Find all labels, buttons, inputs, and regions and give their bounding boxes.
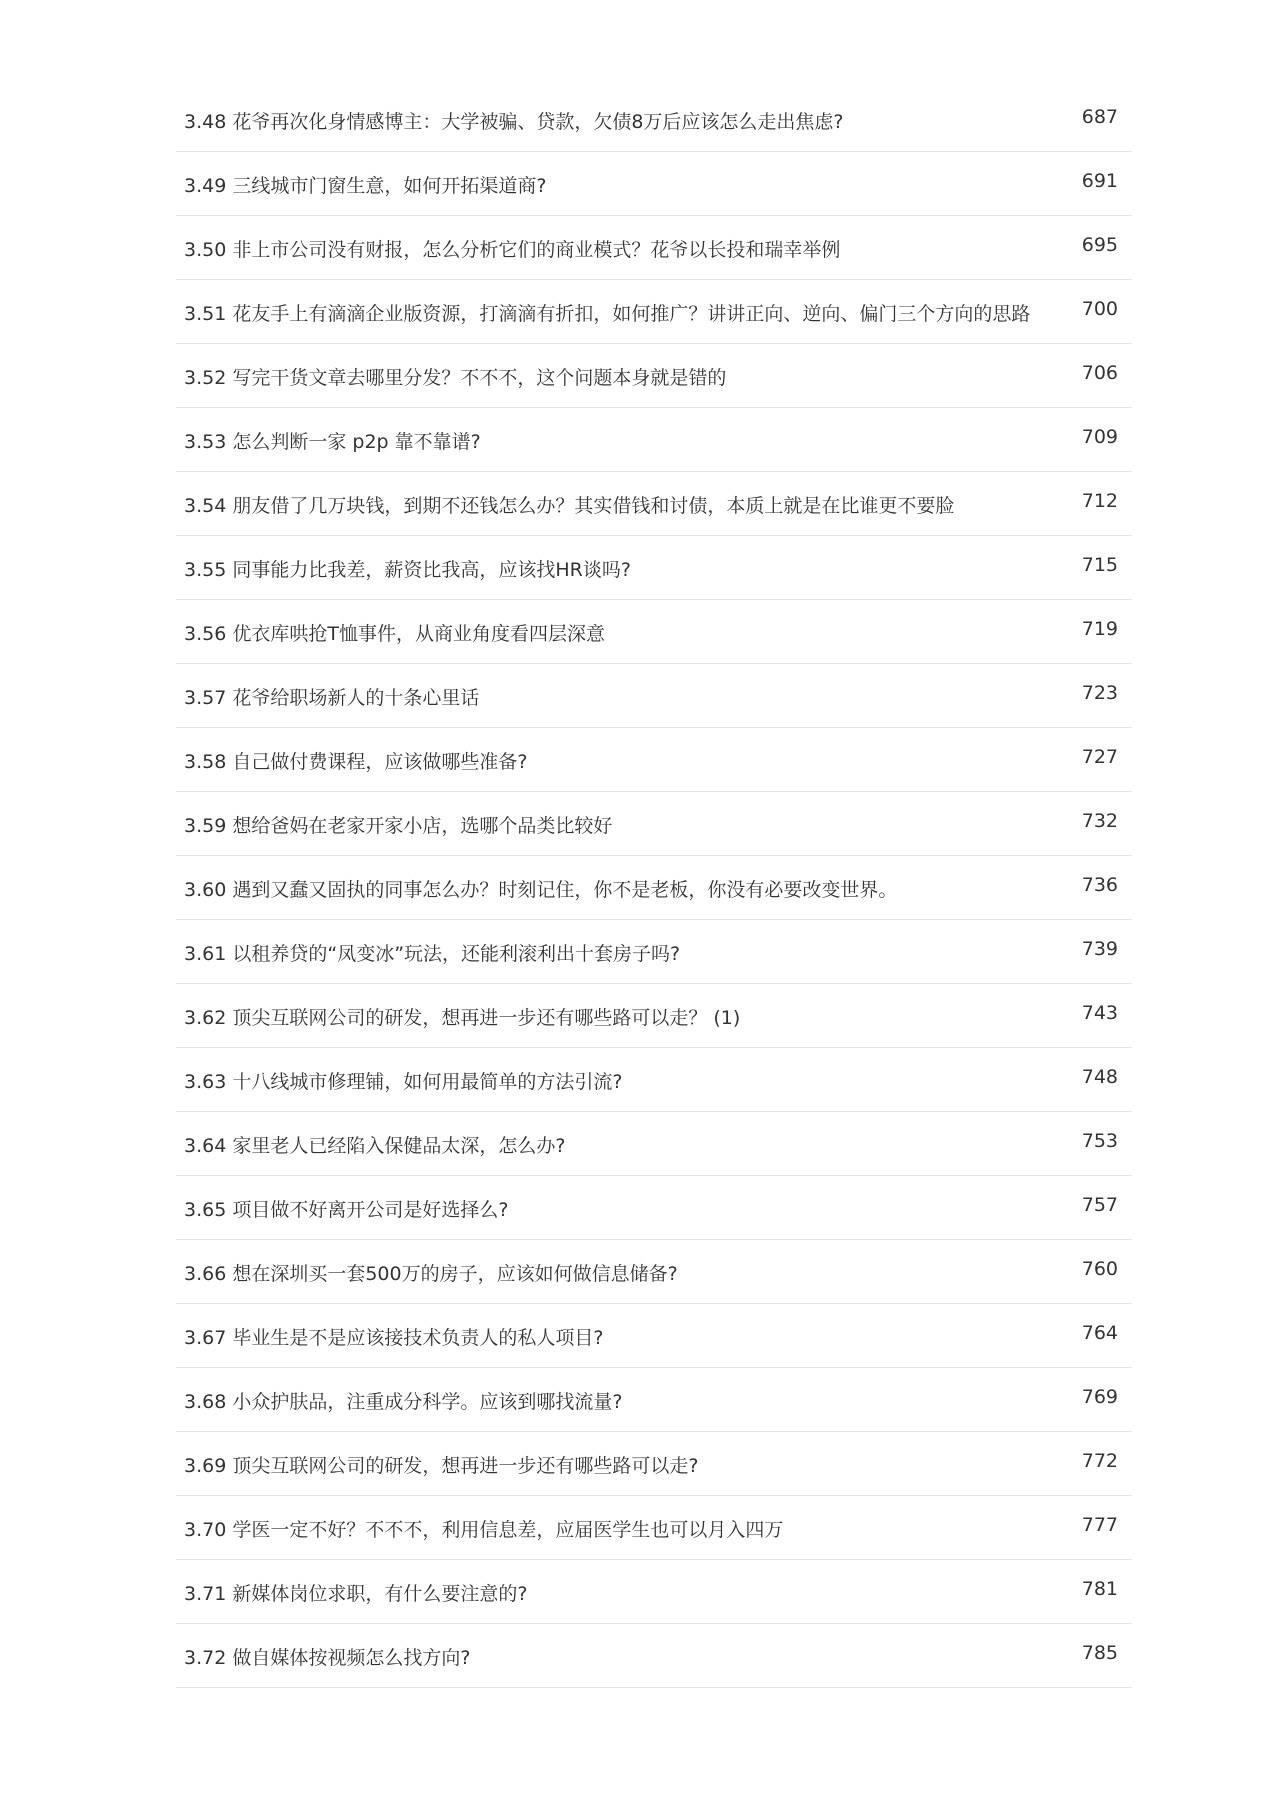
toc-entry[interactable] [176,600,1132,664]
toc-entry[interactable] [176,408,1132,472]
toc-entry-page: 785 [1081,1642,1118,1664]
toc-entry[interactable] [176,728,1132,792]
toc-entry-title: 3.55 同事能力比我差，薪资比我高，应该找HR谈吗? [184,559,631,581]
toc-entry-page: 736 [1081,874,1118,896]
toc-entry-title: 3.49 三线城市门窗生意，如何开拓渠道商? [184,175,547,197]
toc-entry-title: 3.65 项目做不好离开公司是好选择么? [184,1199,509,1221]
toc-entry[interactable] [176,472,1132,536]
toc-entry-title: 3.62 顶尖互联网公司的研发，想再进一步还有哪些路可以走？ (1) [184,1007,741,1029]
toc-entry-page: 706 [1081,362,1118,384]
toc-entry-title: 3.66 想在深圳买一套500万的房子，应该如何做信息储备? [184,1263,678,1285]
toc-entry-title: 3.57 花爷给职场新人的十条心里话 [184,687,480,709]
toc-entry[interactable] [176,1304,1132,1368]
toc-entry[interactable] [176,1624,1132,1688]
toc-entry[interactable] [176,152,1132,216]
toc-entry-page: 715 [1081,554,1118,576]
toc-entry-title: 3.63 十八线城市修理铺，如何用最简单的方法引流? [184,1071,623,1093]
toc-entry-title: 3.69 顶尖互联网公司的研发，想再进一步还有哪些路可以走? [184,1455,699,1477]
toc-entry-page: 743 [1081,1002,1118,1024]
toc-entry[interactable] [176,1112,1132,1176]
toc-entry-page: 748 [1081,1066,1118,1088]
toc-entry[interactable] [176,856,1132,920]
toc-entry-page: 769 [1081,1386,1118,1408]
toc-entry-page: 757 [1081,1194,1118,1216]
toc-entry-page: 709 [1081,426,1118,448]
toc-entry[interactable] [176,88,1132,152]
toc-entry-title: 3.61 以租养贷的“凤变冰”玩法，还能利滚利出十套房子吗? [184,943,681,965]
toc-entry-page: 732 [1081,810,1118,832]
toc-entry-title: 3.50 非上市公司没有财报，怎么分析它们的商业模式？花爷以长投和瑞幸举例 [184,239,841,261]
toc-entry-title: 3.60 遇到又蠢又固执的同事怎么办？时刻记住，你不是老板，你没有必要改变世界。 [184,879,898,901]
toc-entry-title: 3.53 怎么判断一家 p2p 靠不靠谱? [184,431,481,453]
toc-entry[interactable] [176,792,1132,856]
toc-entry-title: 3.72 做自媒体按视频怎么找方向? [184,1647,471,1669]
toc-entry[interactable] [176,1240,1132,1304]
toc-entry[interactable] [176,1560,1132,1624]
toc-entry-page: 781 [1081,1578,1118,1600]
toc-entry-title: 3.51 花友手上有滴滴企业版资源，打滴滴有折扣，如何推广？讲讲正向、逆向、偏门三个方向的思路 [184,303,1031,325]
toc-entry-page: 700 [1081,298,1118,320]
toc-entry[interactable] [176,536,1132,600]
toc-entry[interactable] [176,984,1132,1048]
toc-entry-page: 719 [1081,618,1118,640]
toc-entry-title: 3.58 自己做付费课程，应该做哪些准备? [184,751,528,773]
toc-entry-title: 3.52 写完干货文章去哪里分发？不不不，这个问题本身就是错的 [184,367,727,389]
toc-entry-page: 764 [1081,1322,1118,1344]
toc-entry[interactable] [176,280,1132,344]
toc-entry[interactable] [176,664,1132,728]
toc-entry-title: 3.48 花爷再次化身情感博主：大学被骗、贷款，欠债8万后应该怎么走出焦虑? [184,111,844,133]
toc-entry-page: 727 [1081,746,1118,768]
toc-entry-page: 712 [1081,490,1118,512]
toc-entry[interactable] [176,1432,1132,1496]
toc-entry-title: 3.54 朋友借了几万块钱，到期不还钱怎么办？其实借钱和讨债，本质上就是在比谁更不要脸 [184,495,955,517]
toc-entry-page: 687 [1081,106,1118,128]
toc-entry-page: 772 [1081,1450,1118,1472]
toc-entry[interactable] [176,1368,1132,1432]
toc-entry[interactable] [176,344,1132,408]
toc-entry-page: 739 [1081,938,1118,960]
toc-entry-page: 760 [1081,1258,1118,1280]
toc-entry-title: 3.59 想给爸妈在老家开家小店，选哪个品类比较好 [184,815,613,837]
toc-entry-title: 3.64 家里老人已经陷入保健品太深，怎么办? [184,1135,566,1157]
toc-entry-title: 3.70 学医一定不好？不不不，利用信息差，应届医学生也可以月入四万 [184,1519,784,1541]
toc-entry-page: 777 [1081,1514,1118,1536]
toc-entry-page: 695 [1081,234,1118,256]
toc-entry-title: 3.67 毕业生是不是应该接技术负责人的私人项目? [184,1327,604,1349]
toc-entry[interactable] [176,216,1132,280]
toc-entry-page: 723 [1081,682,1118,704]
toc-entry[interactable] [176,1496,1132,1560]
toc-entry[interactable] [176,1176,1132,1240]
toc-entry[interactable] [176,1048,1132,1112]
toc-entry-page: 691 [1081,170,1118,192]
toc-entry[interactable] [176,920,1132,984]
table-of-contents [176,88,1132,1688]
toc-entry-title: 3.56 优衣库哄抢T恤事件，从商业角度看四层深意 [184,623,605,645]
toc-entry-title: 3.68 小众护肤品，注重成分科学。应该到哪找流量? [184,1391,623,1413]
toc-entry-page: 753 [1081,1130,1118,1152]
toc-entry-title: 3.71 新媒体岗位求职，有什么要注意的? [184,1583,528,1605]
